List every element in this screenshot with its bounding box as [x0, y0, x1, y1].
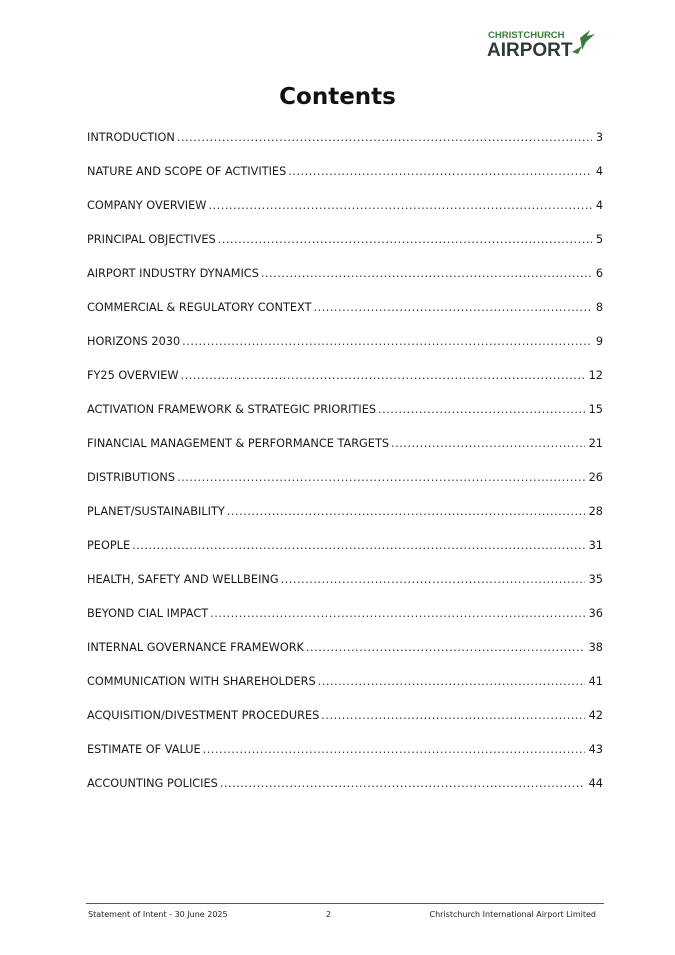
- toc-entry-page: 9: [595, 335, 603, 348]
- toc-leader-dots: [203, 741, 585, 759]
- footer-company-name: Christchurch International Airport Limited: [429, 910, 596, 919]
- toc-entry-label: PLANET/SUSTAINABILITY: [87, 505, 225, 518]
- airport-logo-graphic: [486, 26, 598, 60]
- toc-entry-page: 38: [588, 641, 603, 654]
- toc-entry[interactable]: [87, 231, 603, 265]
- toc-leader-dots: [177, 129, 592, 147]
- toc-entry-label: ACCOUNTING POLICIES: [87, 777, 218, 790]
- toc-entry[interactable]: [87, 741, 603, 775]
- toc-entry-page: 15: [588, 403, 603, 416]
- footer-divider: [86, 903, 604, 904]
- toc-entry-label: COMMUNICATION WITH SHAREHOLDERS: [87, 675, 316, 688]
- toc-entry-page: 5: [595, 233, 603, 246]
- toc-entry[interactable]: [87, 503, 603, 537]
- toc-leader-dots: [288, 163, 592, 181]
- toc-leader-dots: [227, 503, 585, 521]
- toc-entry-page: 36: [588, 607, 603, 620]
- toc-entry-page: 44: [588, 777, 603, 790]
- page-footer: [88, 910, 596, 924]
- table-of-contents: [87, 129, 603, 809]
- toc-entry[interactable]: [87, 775, 603, 809]
- toc-leader-dots: [378, 401, 585, 419]
- toc-entry[interactable]: [87, 673, 603, 707]
- toc-entry[interactable]: [87, 571, 603, 605]
- toc-leader-dots: [261, 265, 592, 283]
- toc-entry[interactable]: [87, 265, 603, 299]
- toc-leader-dots: [318, 673, 585, 691]
- toc-entry-label: DISTRIBUTIONS: [87, 471, 176, 484]
- footer-document-title: Statement of Intent - 30 June 2025: [88, 910, 228, 919]
- toc-entry-label: PEOPLE: [87, 539, 131, 552]
- toc-leader-dots: [208, 197, 591, 215]
- toc-entry[interactable]: [87, 401, 603, 435]
- toc-leader-dots: [132, 537, 585, 555]
- toc-leader-dots: [313, 299, 591, 317]
- toc-entry-page: 12: [588, 369, 603, 382]
- toc-entry-page: 4: [595, 199, 603, 212]
- toc-entry-label: HORIZONS 2030: [87, 335, 181, 348]
- toc-entry-label: INTERNAL GOVERNANCE FRAMEWORK: [87, 641, 304, 654]
- toc-entry-page: 41: [588, 675, 603, 688]
- toc-entry[interactable]: [87, 299, 603, 333]
- toc-leader-dots: [210, 605, 585, 623]
- toc-entry-label: HEALTH, SAFETY AND WELLBEING: [87, 573, 279, 586]
- toc-entry-page: 6: [595, 267, 603, 280]
- toc-entry-label: FY25 OVERVIEW: [87, 369, 179, 382]
- toc-entry-label: NATURE AND SCOPE OF ACTIVITIES: [87, 165, 287, 178]
- toc-entry-label: FINANCIAL MANAGEMENT & PERFORMANCE TARGETS: [87, 437, 390, 450]
- page-title: Contents: [279, 84, 396, 110]
- toc-entry-page: 8: [595, 301, 603, 314]
- toc-leader-dots: [391, 435, 585, 453]
- christchurch-airport-logo: [486, 26, 598, 60]
- toc-leader-dots: [177, 469, 585, 487]
- toc-entry-page: 28: [588, 505, 603, 518]
- toc-leader-dots: [321, 707, 584, 725]
- toc-entry-page: 42: [588, 709, 603, 722]
- toc-entry-label: COMPANY OVERVIEW: [87, 199, 207, 212]
- toc-entry-page: 4: [595, 165, 603, 178]
- toc-entry-page: 35: [588, 573, 603, 586]
- footer-page-number: 2: [326, 910, 332, 919]
- toc-entry-page: 43: [588, 743, 603, 756]
- toc-entry-label: ESTIMATE OF VALUE: [87, 743, 201, 756]
- toc-entry[interactable]: [87, 537, 603, 571]
- toc-entry-page: 26: [588, 471, 603, 484]
- toc-entry-label: BEYOND CIAL IMPACT: [87, 607, 209, 620]
- toc-leader-dots: [281, 571, 585, 589]
- bird-icon: [572, 30, 595, 54]
- toc-entry-page: 31: [588, 539, 603, 552]
- toc-entry[interactable]: [87, 469, 603, 503]
- toc-leader-dots: [220, 775, 585, 793]
- toc-entry[interactable]: [87, 367, 603, 401]
- toc-entry[interactable]: [87, 129, 603, 163]
- toc-leader-dots: [306, 639, 585, 657]
- toc-entry[interactable]: [87, 639, 603, 673]
- toc-entry-page: 3: [595, 131, 603, 144]
- logo-line1: CHRISTCHURCH: [488, 30, 565, 41]
- toc-entry[interactable]: [87, 435, 603, 469]
- toc-entry[interactable]: [87, 707, 603, 741]
- toc-entry-label: ACQUISITION/DIVESTMENT PROCEDURES: [87, 709, 320, 722]
- toc-entry-label: COMMERCIAL & REGULATORY CONTEXT: [87, 301, 312, 314]
- toc-leader-dots: [218, 231, 592, 249]
- toc-entry[interactable]: [87, 605, 603, 639]
- toc-entry[interactable]: [87, 197, 603, 231]
- toc-entry-label: PRINCIPAL OBJECTIVES: [87, 233, 216, 246]
- toc-leader-dots: [181, 367, 585, 385]
- toc-entry-label: ACTIVATION FRAMEWORK & STRATEGIC PRIORITIES: [87, 403, 377, 416]
- toc-entry[interactable]: [87, 163, 603, 197]
- toc-entry-label: AIRPORT INDUSTRY DYNAMICS: [87, 267, 259, 280]
- toc-entry[interactable]: [87, 333, 603, 367]
- toc-leader-dots: [182, 333, 592, 351]
- toc-entry-page: 21: [588, 437, 603, 450]
- toc-entry-label: INTRODUCTION: [87, 131, 175, 144]
- logo-line2: AIRPORT: [487, 40, 573, 60]
